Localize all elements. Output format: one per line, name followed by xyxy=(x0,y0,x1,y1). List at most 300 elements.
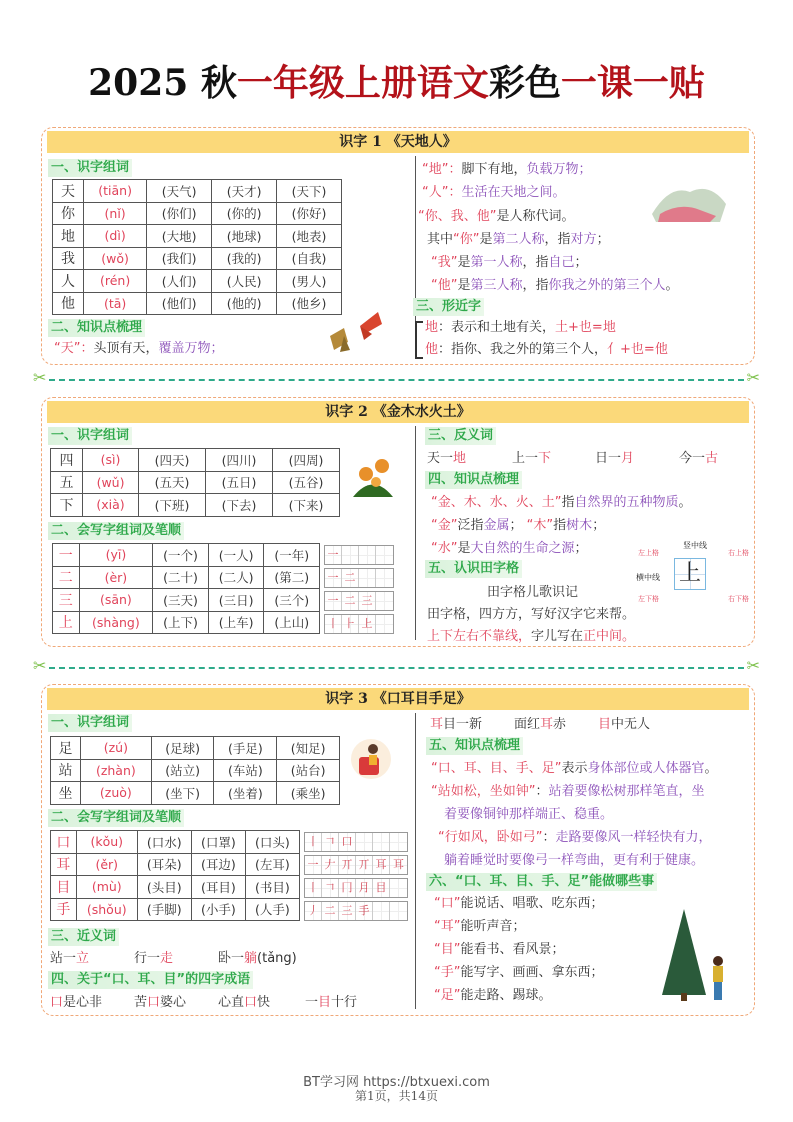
text-span: 丿 xyxy=(305,902,322,920)
table-cell: (zú) xyxy=(80,737,151,760)
text-span xyxy=(373,833,390,851)
table-cell: 足 xyxy=(51,737,81,760)
text-span: ： xyxy=(535,784,549,799)
table-cell: (下来) xyxy=(273,494,340,517)
text-span: “你、我、他” xyxy=(418,209,497,224)
table-cell: (下去) xyxy=(206,494,273,517)
text-span: 目 xyxy=(598,717,612,732)
text-span: 快 xyxy=(257,995,271,1010)
label-top-right: 右上格 xyxy=(728,549,749,557)
idiom xyxy=(218,994,270,1011)
table-cell: (shàng) xyxy=(79,611,153,634)
text-span: “行如风，卧如弓” xyxy=(438,830,543,845)
text-span: 一 xyxy=(325,569,342,587)
section-heading: 三、近义词 xyxy=(48,928,119,946)
girl-reading-illustration-icon xyxy=(349,735,393,783)
text-span: 口 xyxy=(147,995,161,1010)
text-span: 心直 xyxy=(218,995,245,1010)
lesson-1-header: 识字 1 《天地人》 xyxy=(47,131,749,153)
text-span: 丨 xyxy=(305,879,322,897)
table-cell: (人民) xyxy=(212,270,277,293)
table-cell: (人手) xyxy=(245,898,299,921)
text-span: 是 xyxy=(457,541,471,556)
stroke-grid xyxy=(324,614,394,634)
title-prefix: 2025 秋 xyxy=(88,62,237,104)
table-cell: (地球) xyxy=(212,225,277,248)
writing-table xyxy=(52,543,320,634)
text-span: 二 xyxy=(342,592,359,610)
stroke-grid xyxy=(304,878,408,898)
section-heading: 五、知识点梳理 xyxy=(426,737,523,755)
table-row xyxy=(53,247,342,270)
text-span: 金属 xyxy=(483,518,510,533)
text-span: 口 xyxy=(244,995,258,1010)
text-span: 是人称代词。 xyxy=(496,209,575,224)
table-cell: (车站) xyxy=(214,759,277,782)
cut-line xyxy=(33,656,760,675)
text-span: 是心非 xyxy=(63,995,103,1010)
text-span: “站如松，坐如钟” xyxy=(431,784,536,799)
label-bottom-left: 左下格 xyxy=(638,595,659,603)
title-red-2: 一课一贴 xyxy=(560,62,705,104)
rhyme-title: 田字格儿歌识记 xyxy=(487,585,579,600)
text-span: 能说话、唱歌、吃东西； xyxy=(460,896,604,911)
table-row xyxy=(51,898,300,921)
text-span: 上一 xyxy=(512,451,539,466)
table-cell: (人们) xyxy=(147,270,212,293)
flower-plant-icon xyxy=(348,452,398,504)
text-span: “口、耳、目、手、足” xyxy=(431,761,562,776)
text-span: 生活在天地之间。 xyxy=(461,185,566,200)
text-span: “天”： xyxy=(54,341,94,356)
text-span: ； xyxy=(596,232,610,247)
text-span: 目 xyxy=(318,995,332,1010)
table-cell: (他乡) xyxy=(277,292,342,315)
text-span: 身体部位或人体器官 xyxy=(587,761,705,776)
section-heading: 三、形近字 xyxy=(413,298,484,316)
text-span: 婆心 xyxy=(160,995,187,1010)
table-cell: (大地) xyxy=(147,225,212,248)
text-span: 面红 xyxy=(514,717,541,732)
bracket xyxy=(415,321,423,359)
word-table xyxy=(50,736,340,805)
text-span xyxy=(356,833,373,851)
table-cell: (耳边) xyxy=(191,853,245,876)
text-span: “木” xyxy=(526,518,554,533)
text-span: “地”： xyxy=(422,162,462,177)
text-span: 三 xyxy=(339,902,356,920)
table-row xyxy=(53,566,320,589)
section-heading: 二、知识点梳理 xyxy=(48,319,145,337)
text-span xyxy=(342,546,359,564)
synonym xyxy=(134,950,173,967)
section-heading: 一、识字组词 xyxy=(48,427,132,445)
table-cell: (ěr) xyxy=(76,853,137,876)
table-cell: (第二) xyxy=(264,566,320,589)
table-row xyxy=(51,876,300,899)
lesson-3-card xyxy=(41,684,755,1016)
lesson-2-header: 识字 2 《金木水火土》 xyxy=(47,401,749,423)
text-span: 下 xyxy=(538,451,552,466)
table-cell: 耳 xyxy=(51,853,77,876)
text-span: 口 xyxy=(339,833,356,851)
antonym xyxy=(679,450,718,467)
idiom xyxy=(305,994,357,1011)
lesson-2-card xyxy=(41,397,755,647)
knowledge-line xyxy=(431,540,588,557)
knowledge-line xyxy=(438,829,712,846)
text-span xyxy=(359,569,376,587)
text-span: 十行 xyxy=(331,995,358,1010)
tree-and-boy-illustration-icon xyxy=(656,905,736,1005)
section-heading: 五、认识田字格 xyxy=(425,560,522,578)
table-cell: (你的) xyxy=(212,202,277,225)
table-cell: (你们) xyxy=(147,202,212,225)
tianzige-box: 上 xyxy=(674,558,706,590)
lesson-1-card xyxy=(41,127,755,365)
rhyme-line xyxy=(427,628,635,645)
section-heading: 四、知识点梳理 xyxy=(425,471,522,489)
table-cell: (地表) xyxy=(277,225,342,248)
table-cell: (mù) xyxy=(76,876,137,899)
table-cell: (dì) xyxy=(84,225,147,248)
text-span: 一 xyxy=(325,592,342,610)
text-span xyxy=(390,902,407,920)
text-span: 日一 xyxy=(595,451,622,466)
similar-char-line xyxy=(425,319,616,336)
text-span: “你” xyxy=(453,232,480,247)
cut-line xyxy=(33,368,760,387)
text-span: 地 xyxy=(425,320,439,335)
text-span: 手 xyxy=(356,902,373,920)
text-span: 𠃍 xyxy=(322,833,339,851)
text-span xyxy=(376,569,393,587)
table-cell: (上山) xyxy=(264,611,320,634)
table-cell: 天 xyxy=(53,180,84,203)
ability-line xyxy=(434,895,604,912)
text-span: “金” xyxy=(431,518,458,533)
table-cell: (wǒ) xyxy=(84,247,147,270)
text-span: 脚下有地， xyxy=(461,162,527,177)
text-span: 能看书、看风景； xyxy=(460,942,565,957)
idiom xyxy=(50,994,102,1011)
table-cell: (口罩) xyxy=(191,831,245,854)
knowledge-line xyxy=(444,852,704,869)
table-cell: (坐下) xyxy=(151,782,214,805)
table-cell: (四天) xyxy=(139,449,206,472)
table-row xyxy=(51,759,340,782)
knowledge-line xyxy=(418,208,575,225)
knowledge-line xyxy=(431,277,679,294)
stroke-grid xyxy=(324,568,394,588)
table-cell: (坐着) xyxy=(214,782,277,805)
table-cell: (下班) xyxy=(139,494,206,517)
table-cell: (五日) xyxy=(206,471,273,494)
text-span: 站着要像松树那样笔直，坐 xyxy=(548,784,705,799)
table-cell: 他 xyxy=(53,292,84,315)
table-row xyxy=(53,202,342,225)
table-cell: (kǒu) xyxy=(76,831,137,854)
table-cell: (口水) xyxy=(137,831,191,854)
table-cell: 人 xyxy=(53,270,84,293)
table-cell: (三日) xyxy=(208,589,264,612)
text-span: 二 xyxy=(342,569,359,587)
text-span: 是 xyxy=(457,278,471,293)
table-cell: (上下) xyxy=(153,611,209,634)
text-span: 树木 xyxy=(566,518,593,533)
table-cell: (zuò) xyxy=(80,782,151,805)
table-cell: 我 xyxy=(53,247,84,270)
section-heading: 一、识字组词 xyxy=(48,159,132,177)
section-heading: 四、关于“口、耳、目”的四字成语 xyxy=(48,971,253,989)
text-span: 能走路、踢球。 xyxy=(460,988,552,1003)
text-span: 走 xyxy=(160,951,174,966)
ability-line xyxy=(434,918,526,935)
table-row xyxy=(53,292,342,315)
text-span: 你我之外的第三个人 xyxy=(548,278,666,293)
table-cell: (三天) xyxy=(153,589,209,612)
knowledge-line xyxy=(431,783,705,800)
table-row xyxy=(51,853,300,876)
synonym xyxy=(50,950,89,967)
text-span: 𠃍 xyxy=(322,879,339,897)
table-cell: (男人) xyxy=(277,270,342,293)
text-span xyxy=(390,879,407,897)
table-row xyxy=(51,831,300,854)
section-heading: 二、会写字组词及笔顺 xyxy=(48,809,184,827)
text-span: 二 xyxy=(322,902,339,920)
table-cell: 下 xyxy=(51,494,83,517)
table-cell: 站 xyxy=(51,759,81,782)
table-cell: (五谷) xyxy=(273,471,340,494)
table-cell: (sān) xyxy=(79,589,153,612)
mountain-illustration-icon xyxy=(650,174,730,226)
text-span: “耳” xyxy=(434,919,461,934)
similar-char-line xyxy=(425,341,668,358)
text-span: 正中间。 xyxy=(583,629,636,644)
table-cell: (耳朵) xyxy=(137,853,191,876)
text-span: 自己 xyxy=(548,255,575,270)
butterfly-icon xyxy=(320,306,386,356)
text-span: 负载万物； xyxy=(526,162,592,177)
table-cell: (知足) xyxy=(277,737,340,760)
table-cell: (一人) xyxy=(208,544,264,567)
text-span: 自然界的五种物质 xyxy=(574,495,679,510)
footer-page-number: 第1页，共14页 xyxy=(355,1089,438,1103)
text-span: “口” xyxy=(434,896,461,911)
table-cell: (他们) xyxy=(147,292,212,315)
ability-line xyxy=(434,987,552,1004)
text-span: “水” xyxy=(431,541,458,556)
table-cell: (三个) xyxy=(264,589,320,612)
table-cell: 二 xyxy=(53,566,80,589)
table-cell: (一年) xyxy=(264,544,320,567)
knowledge-line xyxy=(431,254,588,271)
text-span: 覆盖万物； xyxy=(158,341,224,356)
text-span: 能写字、画画、拿东西； xyxy=(460,965,604,980)
text-span: “金、木、水、火、土” xyxy=(431,495,562,510)
text-span: 土+也=地 xyxy=(555,320,616,335)
stroke-grid xyxy=(304,901,408,921)
table-row xyxy=(53,270,342,293)
text-span xyxy=(359,546,376,564)
text-span: ： xyxy=(542,830,556,845)
table-row xyxy=(53,611,320,634)
table-row xyxy=(51,449,340,472)
table-cell: (头目) xyxy=(137,876,191,899)
table-cell: 你 xyxy=(53,202,84,225)
label-horizontal-center: 横中线 xyxy=(636,573,660,582)
text-span: 字儿写在 xyxy=(531,629,584,644)
text-span: 𠂇 xyxy=(322,856,339,874)
title-red-1: 一年级上册语文 xyxy=(236,62,489,104)
text-span: ：表示和土地有关， xyxy=(438,320,556,335)
idiom xyxy=(514,716,566,733)
table-cell: (口头) xyxy=(245,831,299,854)
scissors-icon: ✂ xyxy=(33,368,47,387)
table-cell: 一 xyxy=(53,544,80,567)
knowledge-line xyxy=(431,517,605,534)
word-table xyxy=(50,448,340,517)
table-cell: (五天) xyxy=(139,471,206,494)
antonym xyxy=(595,450,634,467)
text-span: ； xyxy=(574,541,588,556)
table-cell: (天气) xyxy=(147,180,212,203)
table-row xyxy=(53,589,320,612)
knowledge-line xyxy=(444,806,613,823)
text-span: 第一人称 xyxy=(470,255,523,270)
text-span: 躺 xyxy=(244,951,258,966)
text-span xyxy=(376,615,393,633)
text-span: 表示 xyxy=(561,761,588,776)
table-cell: (足球) xyxy=(151,737,214,760)
knowledge-line xyxy=(422,184,566,201)
text-span: ； xyxy=(592,518,606,533)
lesson-3-header: 识字 3 《口耳目手足》 xyxy=(47,688,749,710)
scissors-icon: ✂ xyxy=(746,368,760,387)
table-cell: (小手) xyxy=(191,898,245,921)
text-span: 中无人 xyxy=(611,717,651,732)
table-row xyxy=(51,782,340,805)
text-span: 月 xyxy=(621,451,635,466)
text-span: 第二人称 xyxy=(492,232,545,247)
table-cell: (xià) xyxy=(83,494,139,517)
text-span: (tǎng) xyxy=(257,951,297,966)
knowledge-line xyxy=(422,161,592,178)
scissors-icon: ✂ xyxy=(746,656,760,675)
idiom xyxy=(598,716,650,733)
table-cell: (我们) xyxy=(147,247,212,270)
table-cell: (天才) xyxy=(212,180,277,203)
text-span xyxy=(373,902,390,920)
text-span: 上下左右不靠线， xyxy=(427,629,532,644)
text-span: 赤 xyxy=(553,717,567,732)
text-span: 口 xyxy=(50,995,64,1010)
table-cell: 三 xyxy=(53,589,80,612)
table-cell: 四 xyxy=(51,449,83,472)
antonym xyxy=(512,450,551,467)
text-span: 。 xyxy=(665,278,679,293)
table-cell: 手 xyxy=(51,898,77,921)
text-span: 立 xyxy=(76,951,90,966)
text-span: 其中 xyxy=(427,232,454,247)
text-span: 躺着睡觉时要像弓一样弯曲，更有利于健康。 xyxy=(444,853,705,868)
page-title xyxy=(0,55,793,106)
table-cell: (二十) xyxy=(153,566,209,589)
scissors-icon: ✂ xyxy=(33,656,47,675)
text-span: 站一 xyxy=(50,951,77,966)
text-span xyxy=(376,546,393,564)
knowledge-line xyxy=(427,231,610,248)
text-span: 丨 xyxy=(325,615,342,633)
text-span: 指 xyxy=(553,518,567,533)
text-span: 目 xyxy=(373,879,390,897)
text-span: 对方 xyxy=(570,232,597,247)
table-cell: (shǒu) xyxy=(76,898,137,921)
text-span: 是 xyxy=(457,255,471,270)
section-heading: 三、反义词 xyxy=(425,427,496,445)
text-span: 亻+也=他 xyxy=(607,342,668,357)
text-span: “我” xyxy=(431,255,458,270)
text-span: 地 xyxy=(453,451,467,466)
table-cell: (二人) xyxy=(208,566,264,589)
text-span: 天一 xyxy=(427,451,454,466)
text-span: 上 xyxy=(359,615,376,633)
table-cell: 坐 xyxy=(51,782,81,805)
text-span: 冂 xyxy=(339,879,356,897)
table-row xyxy=(53,544,320,567)
table-cell: 五 xyxy=(51,471,83,494)
table-row xyxy=(51,737,340,760)
text-span: 苦 xyxy=(134,995,148,1010)
text-span: 一 xyxy=(305,995,319,1010)
title-mid: 彩色 xyxy=(488,62,561,104)
text-span: “他” xyxy=(431,278,458,293)
table-cell: (乘坐) xyxy=(277,782,340,805)
text-span: 着要像铜钟那样端正、稳重。 xyxy=(444,807,614,822)
text-span: 耳 xyxy=(430,717,444,732)
knowledge-line xyxy=(431,760,718,777)
stroke-grid xyxy=(304,832,408,852)
text-span: 耳 xyxy=(390,856,407,874)
text-span: “手” xyxy=(434,965,461,980)
text-span: 耳 xyxy=(373,856,390,874)
knowledge-line xyxy=(54,340,224,357)
section-heading: 二、会写字组词及笔顺 xyxy=(48,522,184,540)
text-span: “足” xyxy=(434,988,461,1003)
table-cell: (左耳) xyxy=(245,853,299,876)
text-span: 行一 xyxy=(134,951,161,966)
label-vertical-center: 竖中线 xyxy=(683,541,707,550)
word-table xyxy=(52,179,342,315)
text-span: 指 xyxy=(561,495,575,510)
table-cell: (yī) xyxy=(79,544,153,567)
idiom xyxy=(134,994,186,1011)
text-span: 大自然的生命之源 xyxy=(470,541,575,556)
text-span: ； xyxy=(574,255,588,270)
text-span: “目” xyxy=(434,942,461,957)
column-divider xyxy=(415,426,416,640)
table-cell: (站立) xyxy=(151,759,214,782)
tianzige-diagram xyxy=(632,538,762,613)
stroke-grid xyxy=(324,545,394,565)
text-span xyxy=(376,592,393,610)
text-span: 目一新 xyxy=(443,717,483,732)
footer-site: BT学习网 https://btxuexi.com xyxy=(303,1075,490,1090)
table-cell: (自我) xyxy=(277,247,342,270)
table-cell: 上 xyxy=(53,611,80,634)
text-span: 第三人称 xyxy=(470,278,523,293)
